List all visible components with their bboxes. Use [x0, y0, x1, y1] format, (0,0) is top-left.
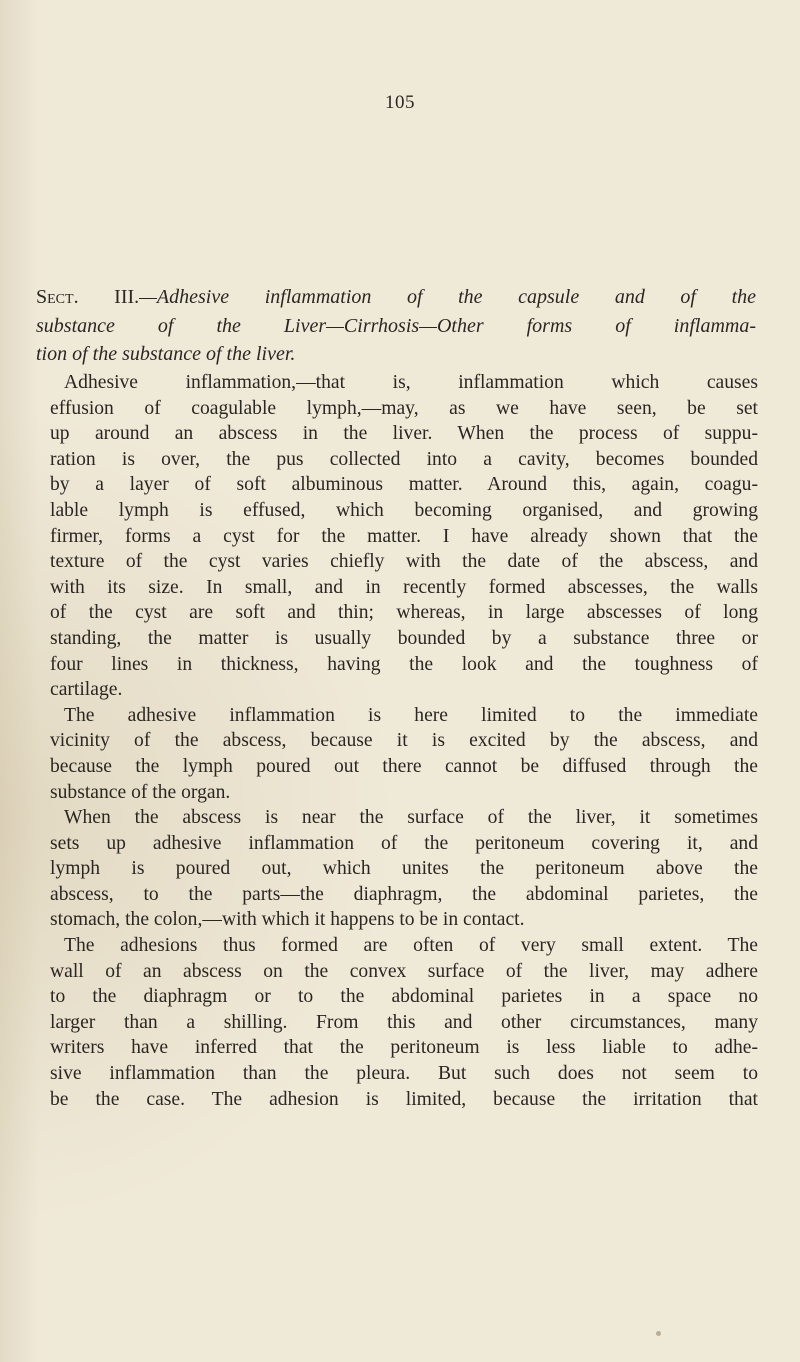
section-number: Sect. III. [36, 286, 140, 308]
text-line: texture of the cyst varies chiefly with the date of the abscess, and [50, 551, 758, 573]
section-heading [36, 283, 756, 369]
text-line: be the case. The adhesion is limited, because the irritation that [50, 1088, 758, 1110]
heading-line: substance of the Liver—Cirrhosis—Other forms of inflamma- [36, 314, 756, 337]
text-line: ration is over, the pus collected into a cavity, becomes bounded [50, 448, 758, 470]
heading-line-text: —Adhesive inflammation of the capsule and of the [139, 286, 756, 308]
paragraph [36, 370, 758, 703]
text-line: vicinity of the abscess, because it is excited by the abscess, and [50, 730, 758, 752]
text-line: up around an abscess in the liver. When the process of suppu- [50, 423, 758, 445]
paragraph [36, 805, 758, 933]
text-line: with its size. In small, and in recently formed abscesses, the walls [50, 576, 758, 598]
text-line: firmer, forms a cyst for the matter. I have already shown that the [50, 525, 758, 547]
text-line: sive inflammation than the pleura. But such does not seem to [50, 1063, 758, 1085]
text-line: sets up adhesive inflammation of the peritoneum covering it, and [50, 832, 758, 854]
paper-speck [656, 1331, 661, 1336]
text-line: lymph is poured out, which unites the peritoneum above the [50, 858, 758, 880]
text-line: When the abscess is near the surface of the liver, it sometimes [64, 807, 758, 829]
text-line: cartilage. [50, 679, 123, 701]
text-line: lable lymph is effused, which becoming organised, and growing [50, 499, 758, 521]
text-line: The adhesions thus formed are often of very small extent. The [64, 935, 758, 957]
paragraph [36, 933, 758, 1112]
text-line: because the lymph poured out there cannot be diffused through the [50, 755, 758, 777]
text-line: four lines in thickness, having the look and the toughness of [50, 653, 758, 675]
text-line: to the diaphragm or to the abdominal parietes in a space no [50, 986, 758, 1008]
body-text [36, 370, 758, 1112]
text-line: larger than a shilling. From this and other circumstances, many [50, 1011, 758, 1033]
text-line: effusion of coagulable lymph,—may, as we have seen, be set [50, 397, 758, 419]
text-line: standing, the matter is usually bounded by a substance three or [50, 627, 758, 649]
text-line: abscess, to the parts—the diaphragm, the abdominal parietes, the [50, 883, 758, 905]
text-line: substance of the organ. [50, 781, 231, 803]
text-line: by a layer of soft albuminous matter. Around this, again, coagu- [50, 474, 758, 496]
text-line: Adhesive inflammation,—that is, inflammation which causes [64, 372, 758, 393]
paragraph [36, 703, 758, 805]
page-number: 105 [385, 92, 415, 113]
text-line: of the cyst are soft and thin; whereas, in large abscesses of long [50, 602, 758, 624]
text-line: writers have inferred that the peritoneum is less liable to adhe- [50, 1037, 758, 1059]
text-line: wall of an abscess on the convex surface of the liver, may adhere [50, 960, 758, 982]
text-line: stomach, the colon,—with which it happens to be in contact. [50, 909, 525, 931]
heading-line [36, 283, 756, 312]
heading-line: tion of the substance of the liver. [36, 343, 296, 365]
text-line: The adhesive inflammation is here limited to the immediate [64, 704, 758, 726]
